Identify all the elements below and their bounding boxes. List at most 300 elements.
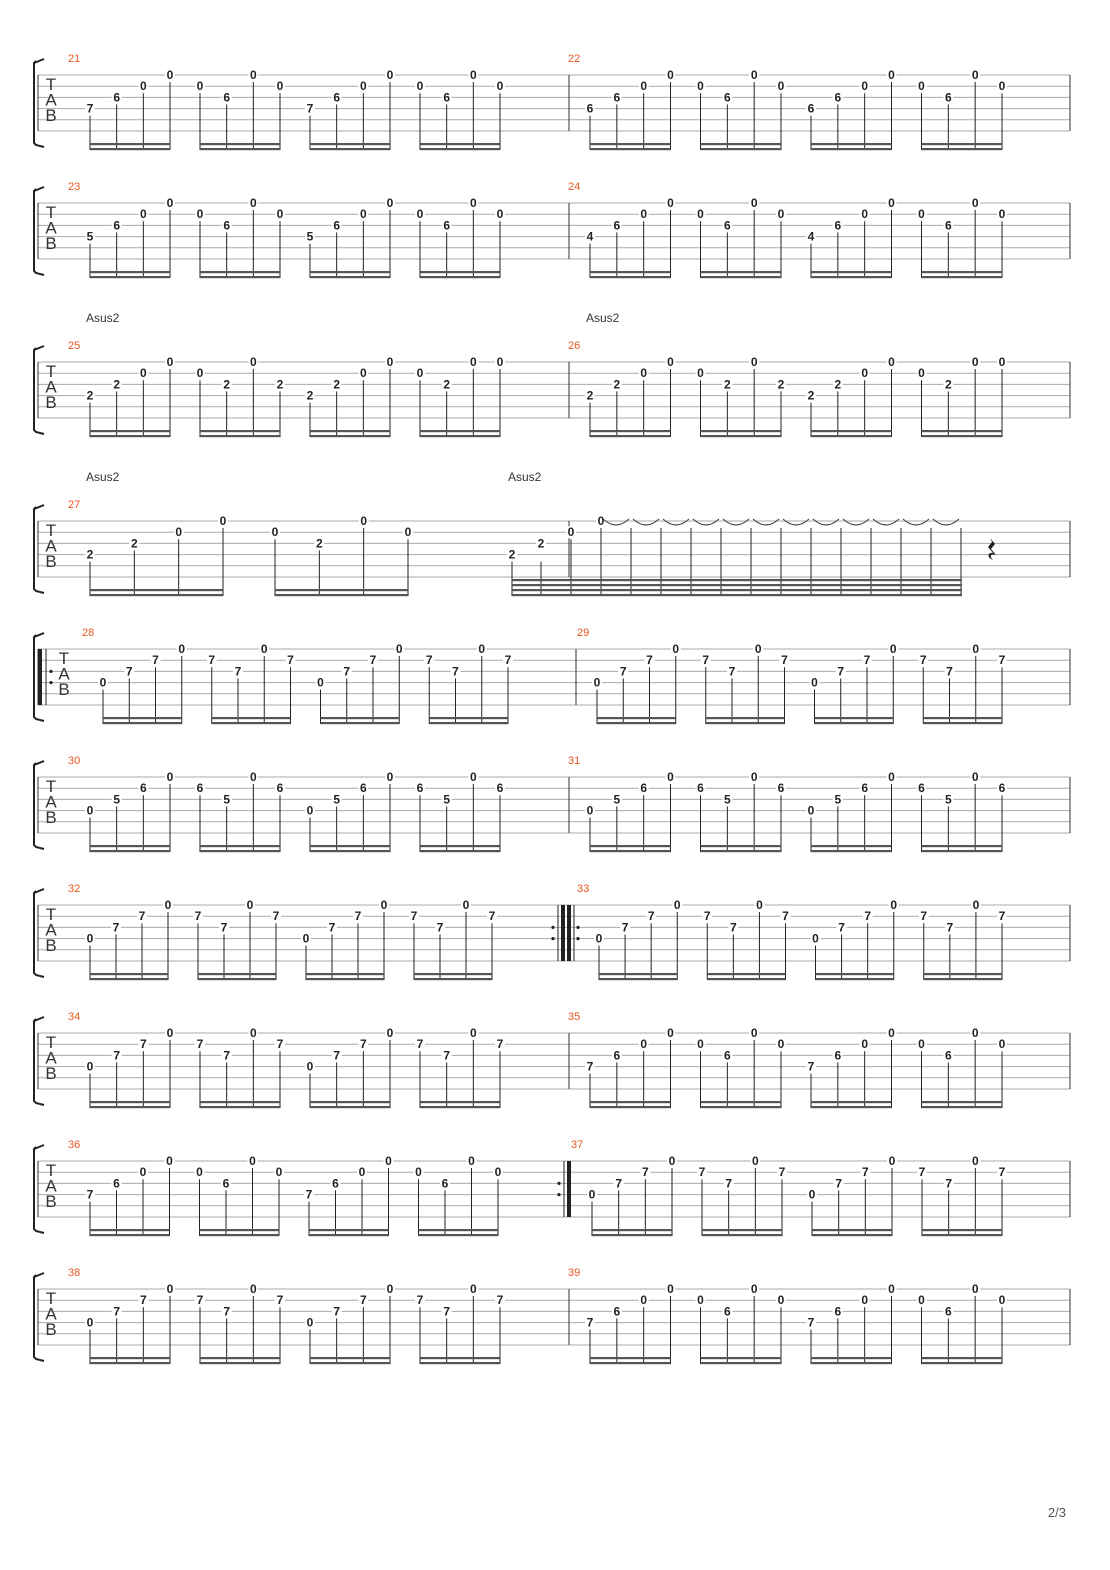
fret-number: 6 bbox=[998, 781, 1006, 796]
fret-number: 0 bbox=[276, 207, 284, 222]
beam bbox=[811, 271, 892, 273]
fret-number: 0 bbox=[777, 1293, 785, 1308]
beam bbox=[922, 271, 1003, 273]
fret-number: 0 bbox=[380, 898, 388, 912]
repeat-thick-bar bbox=[567, 1161, 571, 1217]
beam bbox=[706, 717, 785, 719]
fret-number: 7 bbox=[998, 909, 1006, 924]
beam bbox=[590, 1357, 671, 1359]
fret-number: 0 bbox=[750, 196, 758, 210]
beam bbox=[310, 148, 390, 150]
fret-number: 6 bbox=[586, 101, 594, 116]
beam bbox=[90, 276, 170, 278]
beam bbox=[90, 850, 170, 852]
fret-number: 0 bbox=[918, 207, 925, 222]
beam bbox=[811, 143, 892, 145]
fret-number: 0 bbox=[469, 68, 477, 82]
fret-number: 5 bbox=[613, 792, 621, 807]
beam bbox=[420, 845, 500, 847]
fret-number: 0 bbox=[306, 1059, 314, 1074]
beam bbox=[811, 850, 892, 852]
measure-number: 29 bbox=[577, 627, 590, 639]
system-bracket bbox=[34, 61, 44, 147]
tab-clef-letter: B bbox=[45, 234, 57, 253]
fret-number: 7 bbox=[306, 101, 314, 116]
fret-number: 6 bbox=[443, 90, 451, 105]
fret-number: 6 bbox=[613, 218, 621, 233]
fret-number: 0 bbox=[588, 1187, 596, 1202]
fret-number: 6 bbox=[834, 1304, 842, 1319]
tab-clef-letter: T bbox=[58, 649, 70, 668]
beam bbox=[922, 148, 1003, 150]
fret-number: 0 bbox=[386, 196, 394, 210]
fret-number: 0 bbox=[386, 770, 394, 784]
beam bbox=[306, 978, 384, 980]
fret-number: 0 bbox=[359, 207, 367, 222]
fret-number: 0 bbox=[640, 1037, 648, 1052]
beam bbox=[811, 1362, 892, 1364]
tie-arc bbox=[933, 519, 959, 525]
beam bbox=[90, 589, 223, 591]
fret-number: 7 bbox=[86, 101, 94, 116]
fret-number: 0 bbox=[888, 1282, 895, 1296]
fret-number: 0 bbox=[249, 68, 257, 82]
measure-number: 28 bbox=[82, 627, 95, 639]
fret-number: 7 bbox=[359, 1293, 367, 1308]
fret-number: 0 bbox=[166, 196, 174, 210]
fret-number: 0 bbox=[998, 1293, 1006, 1308]
tab-clef-letter: B bbox=[45, 1064, 57, 1083]
fret-number: 2 bbox=[130, 536, 138, 551]
repeat-start-thick-bar bbox=[38, 649, 42, 705]
fret-number: 7 bbox=[443, 1048, 451, 1063]
fret-number: 0 bbox=[861, 1293, 869, 1308]
beam bbox=[414, 978, 492, 980]
fret-number: 0 bbox=[462, 898, 470, 912]
fret-number: 7 bbox=[196, 1293, 204, 1308]
fret-number: 0 bbox=[667, 68, 674, 82]
fret-number: 0 bbox=[386, 355, 394, 369]
fret-number: 2 bbox=[223, 377, 231, 392]
fret-number: 0 bbox=[249, 1282, 257, 1296]
system-bracket bbox=[34, 1147, 44, 1233]
fret-number: 0 bbox=[972, 898, 980, 912]
beam bbox=[815, 722, 894, 724]
tab-clef-letter: B bbox=[45, 808, 57, 827]
beam bbox=[592, 1234, 672, 1236]
fret-number: 5 bbox=[306, 229, 314, 244]
beam bbox=[922, 430, 1003, 432]
tab-clef-letter: T bbox=[45, 203, 57, 222]
fret-number: 0 bbox=[971, 1282, 979, 1296]
fret-number: 0 bbox=[640, 79, 648, 94]
fret-number: 7 bbox=[333, 1048, 341, 1063]
fret-number: 6 bbox=[723, 218, 731, 233]
fret-number: 7 bbox=[945, 1176, 953, 1191]
beam bbox=[90, 594, 223, 596]
tab-clef-letter: T bbox=[45, 1033, 57, 1052]
beam bbox=[816, 973, 894, 975]
fret-number: 7 bbox=[864, 909, 872, 924]
fret-number: 0 bbox=[302, 931, 310, 946]
fret-number: 0 bbox=[672, 642, 680, 656]
beam bbox=[701, 1101, 782, 1103]
beam bbox=[922, 1229, 1002, 1231]
fret-number: 6 bbox=[333, 218, 341, 233]
tab-clef-letter: A bbox=[45, 920, 57, 940]
beam bbox=[420, 1101, 500, 1103]
tab-clef-letter: A bbox=[45, 1176, 57, 1196]
fret-number: 0 bbox=[640, 1293, 648, 1308]
fret-number: 0 bbox=[888, 68, 895, 82]
tie-arc bbox=[663, 519, 689, 525]
fret-number: 0 bbox=[750, 355, 758, 369]
measure-number: 21 bbox=[68, 53, 81, 65]
fret-number: 7 bbox=[835, 1176, 843, 1191]
beam bbox=[200, 430, 280, 432]
fret-number: 0 bbox=[359, 366, 367, 381]
beam bbox=[90, 845, 170, 847]
fret-number: 0 bbox=[888, 1154, 896, 1168]
system-bracket bbox=[34, 763, 44, 849]
beam bbox=[922, 1106, 1003, 1108]
beam bbox=[419, 1229, 499, 1231]
beam bbox=[701, 850, 782, 852]
repeat-dot bbox=[576, 937, 579, 940]
fret-number: 0 bbox=[496, 355, 504, 369]
tab-clef-letter: B bbox=[45, 106, 57, 125]
fret-number: 7 bbox=[496, 1037, 504, 1052]
fret-number: 0 bbox=[219, 514, 227, 528]
beam bbox=[701, 271, 782, 273]
tab-clef-letter: B bbox=[45, 1320, 57, 1339]
fret-number: 6 bbox=[139, 781, 147, 796]
fret-number: 0 bbox=[998, 79, 1006, 94]
fret-number: 6 bbox=[723, 1048, 731, 1063]
fret-number: 7 bbox=[782, 909, 789, 924]
fret-number: 0 bbox=[697, 207, 704, 222]
beam bbox=[420, 430, 500, 432]
beam bbox=[309, 1229, 389, 1231]
beam bbox=[420, 276, 500, 278]
tie-arc bbox=[753, 519, 779, 525]
beam bbox=[200, 850, 280, 852]
fret-number: 0 bbox=[175, 525, 183, 540]
beam bbox=[707, 978, 785, 980]
beam bbox=[200, 1229, 280, 1231]
beam bbox=[419, 1234, 499, 1236]
fret-number: 0 bbox=[697, 1037, 704, 1052]
beam bbox=[200, 1362, 280, 1364]
fret-number: 0 bbox=[249, 196, 257, 210]
beam bbox=[310, 845, 390, 847]
fret-number: 7 bbox=[276, 1293, 284, 1308]
fret-number: 6 bbox=[113, 90, 121, 105]
beam bbox=[924, 978, 1002, 980]
tab-clef-letter: T bbox=[45, 362, 57, 381]
fret-number: 7 bbox=[946, 920, 954, 935]
fret-number: 7 bbox=[778, 1165, 786, 1180]
tab-clef-letter: T bbox=[45, 521, 57, 540]
beam bbox=[701, 430, 782, 432]
beam bbox=[310, 430, 390, 432]
beam bbox=[701, 1362, 782, 1364]
fret-number: 2 bbox=[777, 377, 785, 392]
tab-clef-letter: A bbox=[45, 90, 57, 110]
fret-number: 0 bbox=[386, 1282, 394, 1296]
measure-number: 31 bbox=[568, 755, 581, 767]
fret-number: 0 bbox=[178, 642, 186, 656]
fret-number: 7 bbox=[410, 909, 418, 924]
fret-number: 0 bbox=[359, 79, 367, 94]
fret-number: 5 bbox=[443, 792, 451, 807]
fret-number: 5 bbox=[723, 792, 731, 807]
measure-number: 38 bbox=[68, 1267, 81, 1279]
fret-number: 0 bbox=[166, 68, 174, 82]
fret-number: 0 bbox=[890, 898, 898, 912]
beam bbox=[275, 589, 408, 591]
fret-number: 6 bbox=[222, 1176, 230, 1191]
beam bbox=[90, 143, 170, 145]
fret-number: 7 bbox=[998, 653, 1006, 668]
beam bbox=[90, 978, 168, 980]
beam bbox=[924, 973, 1002, 975]
beam bbox=[590, 148, 671, 150]
fret-number: 7 bbox=[425, 653, 433, 668]
repeat-dot bbox=[49, 681, 52, 684]
fret-number: 7 bbox=[220, 920, 228, 935]
tie-arc bbox=[843, 519, 869, 525]
fret-number: 0 bbox=[586, 803, 594, 818]
fret-number: 7 bbox=[287, 653, 294, 668]
repeat-dot bbox=[551, 937, 554, 940]
beam bbox=[90, 435, 170, 437]
beam bbox=[597, 717, 676, 719]
fret-number: 2 bbox=[807, 388, 815, 403]
tab-clef-letter: A bbox=[45, 218, 57, 238]
fret-number: 0 bbox=[593, 675, 601, 690]
beam bbox=[702, 1229, 782, 1231]
beam bbox=[701, 435, 782, 437]
beam bbox=[922, 435, 1003, 437]
tie-arc bbox=[873, 519, 899, 525]
beam bbox=[811, 1357, 892, 1359]
fret-number: 0 bbox=[697, 79, 704, 94]
tab-clef-letter: T bbox=[45, 905, 57, 924]
fret-number: 7 bbox=[807, 1059, 815, 1074]
repeat-thick-bar bbox=[561, 905, 565, 961]
fret-number: 7 bbox=[234, 664, 242, 679]
fret-number: 0 bbox=[196, 366, 204, 381]
fret-number: 0 bbox=[861, 79, 869, 94]
fret-number: 7 bbox=[807, 1315, 815, 1330]
fret-number: 7 bbox=[113, 1048, 121, 1063]
beam bbox=[512, 579, 962, 581]
fret-number: 0 bbox=[404, 525, 412, 540]
fret-number: 0 bbox=[86, 803, 94, 818]
repeat-thick-bar bbox=[567, 905, 571, 961]
fret-number: 7 bbox=[125, 664, 133, 679]
beam bbox=[200, 271, 280, 273]
fret-number: 0 bbox=[360, 514, 368, 528]
fret-number: 6 bbox=[834, 1048, 842, 1063]
beam bbox=[599, 973, 677, 975]
fret-number: 0 bbox=[777, 207, 785, 222]
beam bbox=[599, 978, 677, 980]
beam bbox=[90, 1229, 170, 1231]
fret-number: 6 bbox=[333, 90, 341, 105]
fret-number: 7 bbox=[729, 920, 737, 935]
fret-number: 0 bbox=[385, 1154, 392, 1168]
fret-number: 0 bbox=[139, 1165, 147, 1180]
tab-clef-letter: B bbox=[45, 552, 57, 571]
beam bbox=[701, 1106, 782, 1108]
fret-number: 2 bbox=[333, 377, 341, 392]
fret-number: 7 bbox=[443, 1304, 451, 1319]
fret-number: 0 bbox=[496, 207, 504, 222]
beam bbox=[590, 143, 671, 145]
fret-number: 0 bbox=[861, 207, 869, 222]
repeat-dot bbox=[551, 926, 554, 929]
fret-number: 0 bbox=[469, 196, 477, 210]
fret-number: 0 bbox=[306, 803, 314, 818]
fret-number: 0 bbox=[673, 898, 681, 912]
beam bbox=[812, 1234, 892, 1236]
fret-number: 7 bbox=[837, 664, 845, 679]
fret-number: 7 bbox=[918, 1165, 926, 1180]
beam bbox=[310, 1362, 390, 1364]
fret-number: 5 bbox=[333, 792, 341, 807]
fret-number: 0 bbox=[667, 196, 674, 210]
fret-number: 0 bbox=[888, 355, 895, 369]
fret-number: 6 bbox=[861, 781, 869, 796]
beam bbox=[90, 1357, 170, 1359]
tab-clef-letter: T bbox=[45, 75, 57, 94]
fret-number: 0 bbox=[918, 366, 925, 381]
beam bbox=[812, 1229, 892, 1231]
fret-number: 0 bbox=[751, 1154, 759, 1168]
fret-number: 7 bbox=[725, 1176, 733, 1191]
beam bbox=[811, 1101, 892, 1103]
chord-name: Asus2 bbox=[86, 311, 120, 325]
fret-number: 7 bbox=[619, 664, 627, 679]
chord-name: Asus2 bbox=[508, 470, 542, 484]
tab-clef-letter: A bbox=[58, 664, 70, 684]
fret-number: 6 bbox=[640, 781, 648, 796]
tie-arc bbox=[633, 519, 659, 525]
tab-clef-letter: A bbox=[45, 377, 57, 397]
fret-number: 0 bbox=[469, 770, 477, 784]
system-bracket bbox=[34, 348, 44, 434]
fret-number: 7 bbox=[504, 653, 512, 668]
beam bbox=[321, 717, 400, 719]
fret-number: 7 bbox=[223, 1048, 231, 1063]
beam bbox=[90, 271, 170, 273]
fret-number: 6 bbox=[359, 781, 367, 796]
beam bbox=[420, 1106, 500, 1108]
system-bracket bbox=[34, 507, 44, 593]
beam bbox=[212, 722, 291, 724]
fret-number: 2 bbox=[306, 388, 314, 403]
fret-number: 0 bbox=[998, 355, 1006, 369]
measure-number: 26 bbox=[568, 340, 581, 352]
fret-number: 0 bbox=[276, 79, 284, 94]
fret-number: 7 bbox=[496, 1293, 504, 1308]
beam bbox=[306, 973, 384, 975]
beam bbox=[590, 435, 671, 437]
beam bbox=[811, 435, 892, 437]
beam bbox=[701, 276, 782, 278]
measure-number: 37 bbox=[571, 1139, 584, 1151]
tab-clef-letter: A bbox=[45, 792, 57, 812]
fret-number: 0 bbox=[166, 1282, 174, 1296]
beam bbox=[200, 435, 280, 437]
fret-number: 0 bbox=[395, 642, 403, 656]
fret-number: 7 bbox=[276, 1037, 284, 1052]
beam bbox=[922, 276, 1003, 278]
fret-number: 5 bbox=[86, 229, 94, 244]
tab-clef-letter: B bbox=[45, 393, 57, 412]
fret-number: 0 bbox=[971, 770, 979, 784]
beam bbox=[103, 717, 182, 719]
fret-number: 0 bbox=[306, 1315, 314, 1330]
fret-number: 0 bbox=[386, 68, 394, 82]
beam bbox=[90, 1234, 170, 1236]
fret-number: 0 bbox=[861, 1037, 869, 1052]
beam bbox=[590, 1106, 671, 1108]
fret-number: 0 bbox=[567, 525, 575, 540]
beam bbox=[590, 845, 671, 847]
fret-number: 7 bbox=[781, 653, 788, 668]
fret-number: 7 bbox=[946, 664, 953, 679]
fret-number: 0 bbox=[260, 642, 268, 656]
beam bbox=[590, 850, 671, 852]
fret-number: 7 bbox=[998, 1165, 1006, 1180]
fret-number: 2 bbox=[586, 388, 594, 403]
fret-number: 0 bbox=[469, 1282, 477, 1296]
beam bbox=[429, 722, 508, 724]
fret-number: 7 bbox=[863, 653, 871, 668]
fret-number: 6 bbox=[834, 218, 842, 233]
beam bbox=[592, 1229, 672, 1231]
fret-number: 0 bbox=[271, 525, 279, 540]
fret-number: 0 bbox=[667, 1282, 674, 1296]
fret-number: 7 bbox=[586, 1315, 594, 1330]
fret-number: 0 bbox=[166, 1026, 174, 1040]
fret-number: 2 bbox=[443, 377, 451, 392]
fret-number: 6 bbox=[113, 218, 121, 233]
beam bbox=[309, 1234, 389, 1236]
measure-number: 32 bbox=[68, 883, 81, 895]
fret-number: 0 bbox=[756, 898, 763, 912]
fret-number: 7 bbox=[112, 920, 120, 935]
fret-number: 7 bbox=[436, 920, 444, 935]
fret-number: 6 bbox=[918, 781, 925, 796]
fret-number: 7 bbox=[920, 909, 928, 924]
beam bbox=[701, 845, 782, 847]
tab-clef-letter: T bbox=[45, 1289, 57, 1308]
fret-number: 6 bbox=[496, 781, 504, 796]
beam bbox=[212, 717, 291, 719]
beam bbox=[707, 973, 785, 975]
beam bbox=[310, 276, 390, 278]
fret-number: 7 bbox=[113, 1304, 121, 1319]
fret-number: 2 bbox=[944, 377, 952, 392]
beam bbox=[275, 594, 408, 596]
fret-number: 7 bbox=[343, 664, 351, 679]
measure-number: 36 bbox=[68, 1139, 81, 1151]
system-bracket bbox=[34, 189, 44, 275]
